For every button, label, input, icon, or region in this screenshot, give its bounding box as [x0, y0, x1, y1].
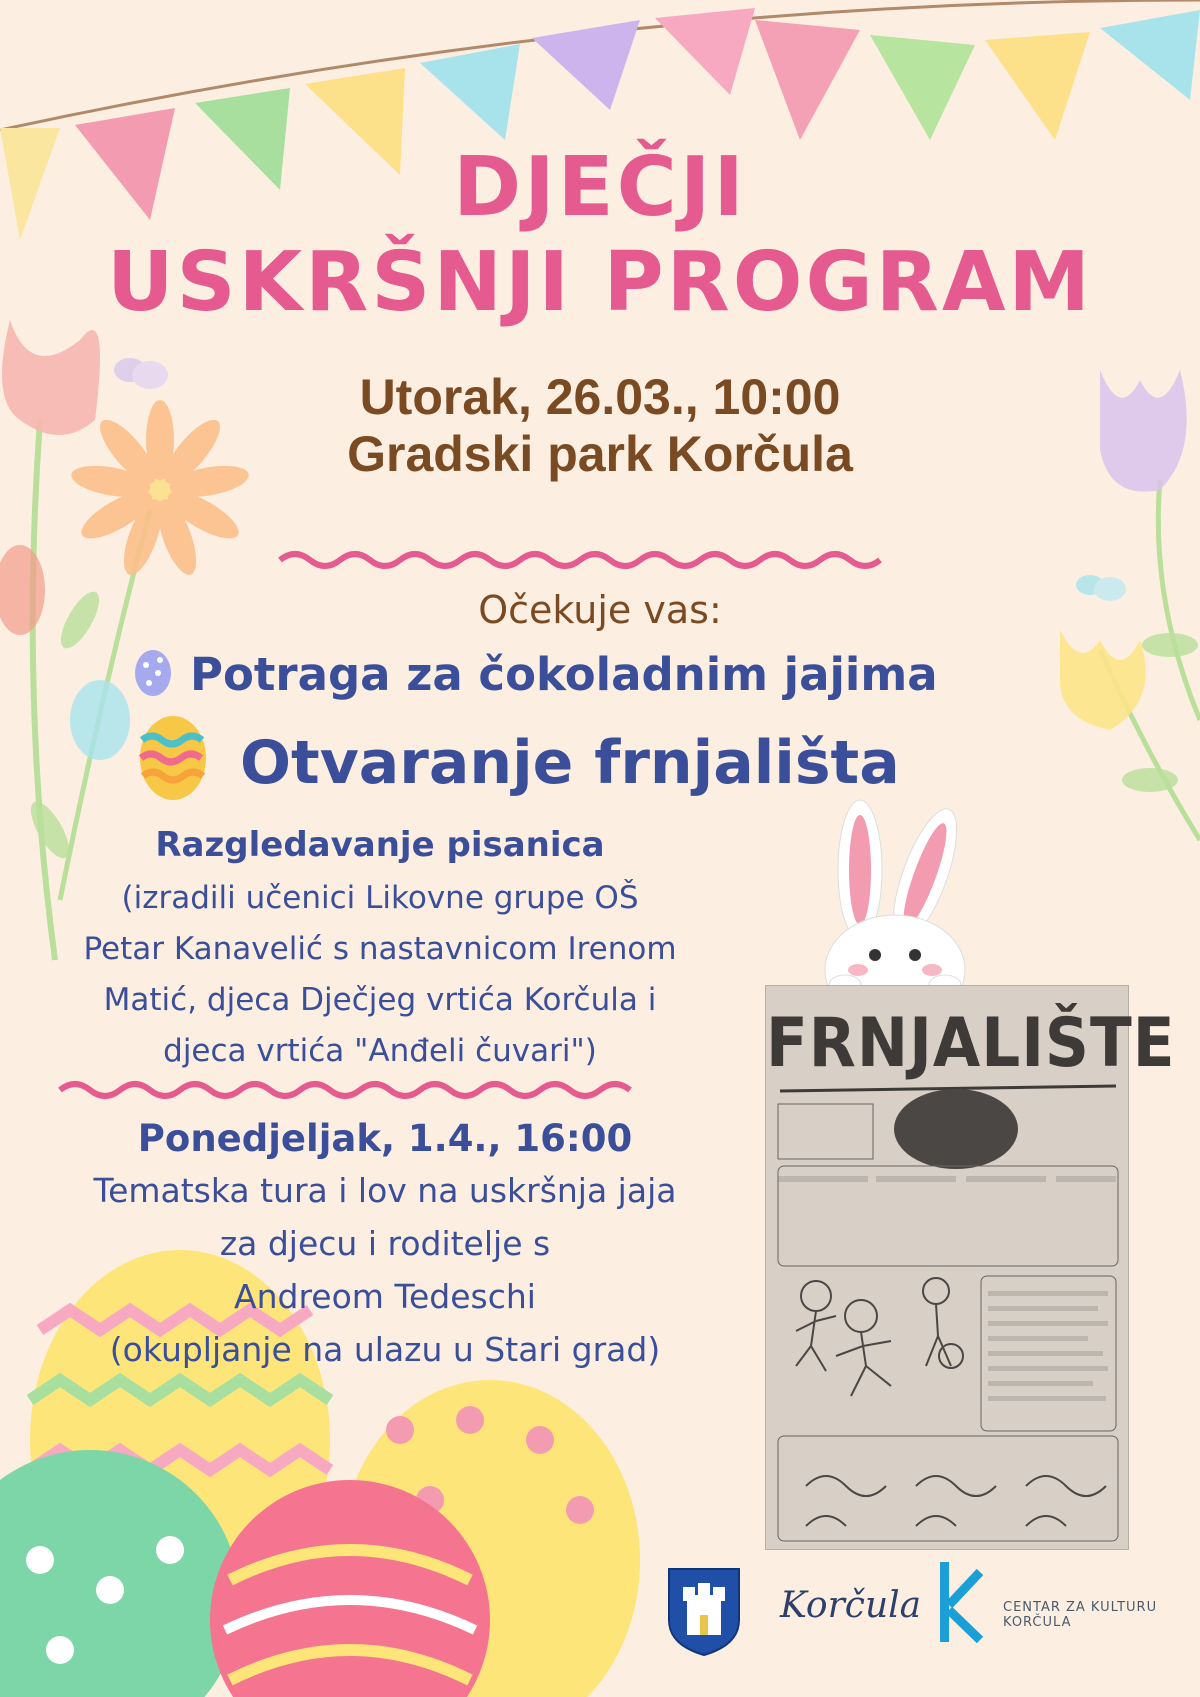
pisanice-desc-line: (izradili učenici Likovne grupe OŠ: [121, 880, 639, 916]
pisanice-desc-line: djeca vrtića "Anđeli čuvari"): [163, 1033, 597, 1069]
event-location: Gradski park Korčula: [347, 426, 853, 482]
frnjaliste-poster-image: [765, 985, 1176, 1550]
centre-name: [1003, 1600, 1157, 1630]
bunting-flag: [1100, 10, 1200, 100]
centar-za-kulturu-logo-icon: [932, 1560, 987, 1645]
bunting-flag: [870, 35, 975, 140]
event-date-time: Utorak, 26.03., 10:00: [359, 369, 841, 425]
program-intro: Očekuje vas:: [478, 588, 722, 632]
egg-icon-small: [135, 650, 171, 696]
second-event-desc-line: za djecu i roditelje s: [219, 1224, 551, 1263]
pisanice-desc-line: Petar Kanavelić s nastavnicom Irenom: [83, 931, 677, 967]
title-line-2: USKRŠNJI PROGRAM: [106, 235, 1094, 330]
egg-icon-large: [140, 716, 206, 800]
second-event-desc-line: (okupljanje na ulazu u Stari grad): [109, 1330, 661, 1369]
bunting-flag: [532, 20, 640, 110]
second-event-desc-line: Andreom Tedeschi: [234, 1277, 536, 1316]
second-event: [60, 1117, 710, 1376]
poster-illustration: [766, 986, 1176, 1551]
program-item-egg-hunt: Potraga za čokoladnim jajima: [190, 648, 938, 701]
pisanice-desc-line: Matić, djeca Dječjeg vrtića Korčula i: [103, 982, 657, 1018]
second-event-desc-line: Tematska tura i lov na uskršnja jaja: [93, 1171, 677, 1210]
poster-title: FRNJALIŠTE: [766, 1004, 1176, 1083]
pisanice-title: Razgledavanje pisanica: [155, 825, 605, 865]
korcula-script-logo: Korčula: [780, 1585, 922, 1626]
bunting-flag: [755, 20, 860, 140]
second-event-date-time: Ponedjeljak, 1.4., 16:00: [137, 1117, 633, 1160]
bunting-flag: [985, 32, 1090, 140]
wavy-divider: [280, 554, 880, 566]
wavy-divider: [60, 1084, 630, 1096]
korcula-coat-of-arms-icon: [665, 1565, 743, 1657]
centre-name-line-1: CENTAR ZA KULTURU: [1003, 1600, 1158, 1615]
bunting-flag: [655, 8, 755, 95]
bunting-flag: [420, 44, 520, 140]
program-item-pisanice: [60, 825, 700, 1077]
program-item-frnjaliste: Otvaranje frnjališta: [240, 728, 900, 798]
title-line-1: DJEČJI: [453, 140, 747, 235]
centre-name-line-2: KORČULA: [1003, 1615, 1072, 1630]
